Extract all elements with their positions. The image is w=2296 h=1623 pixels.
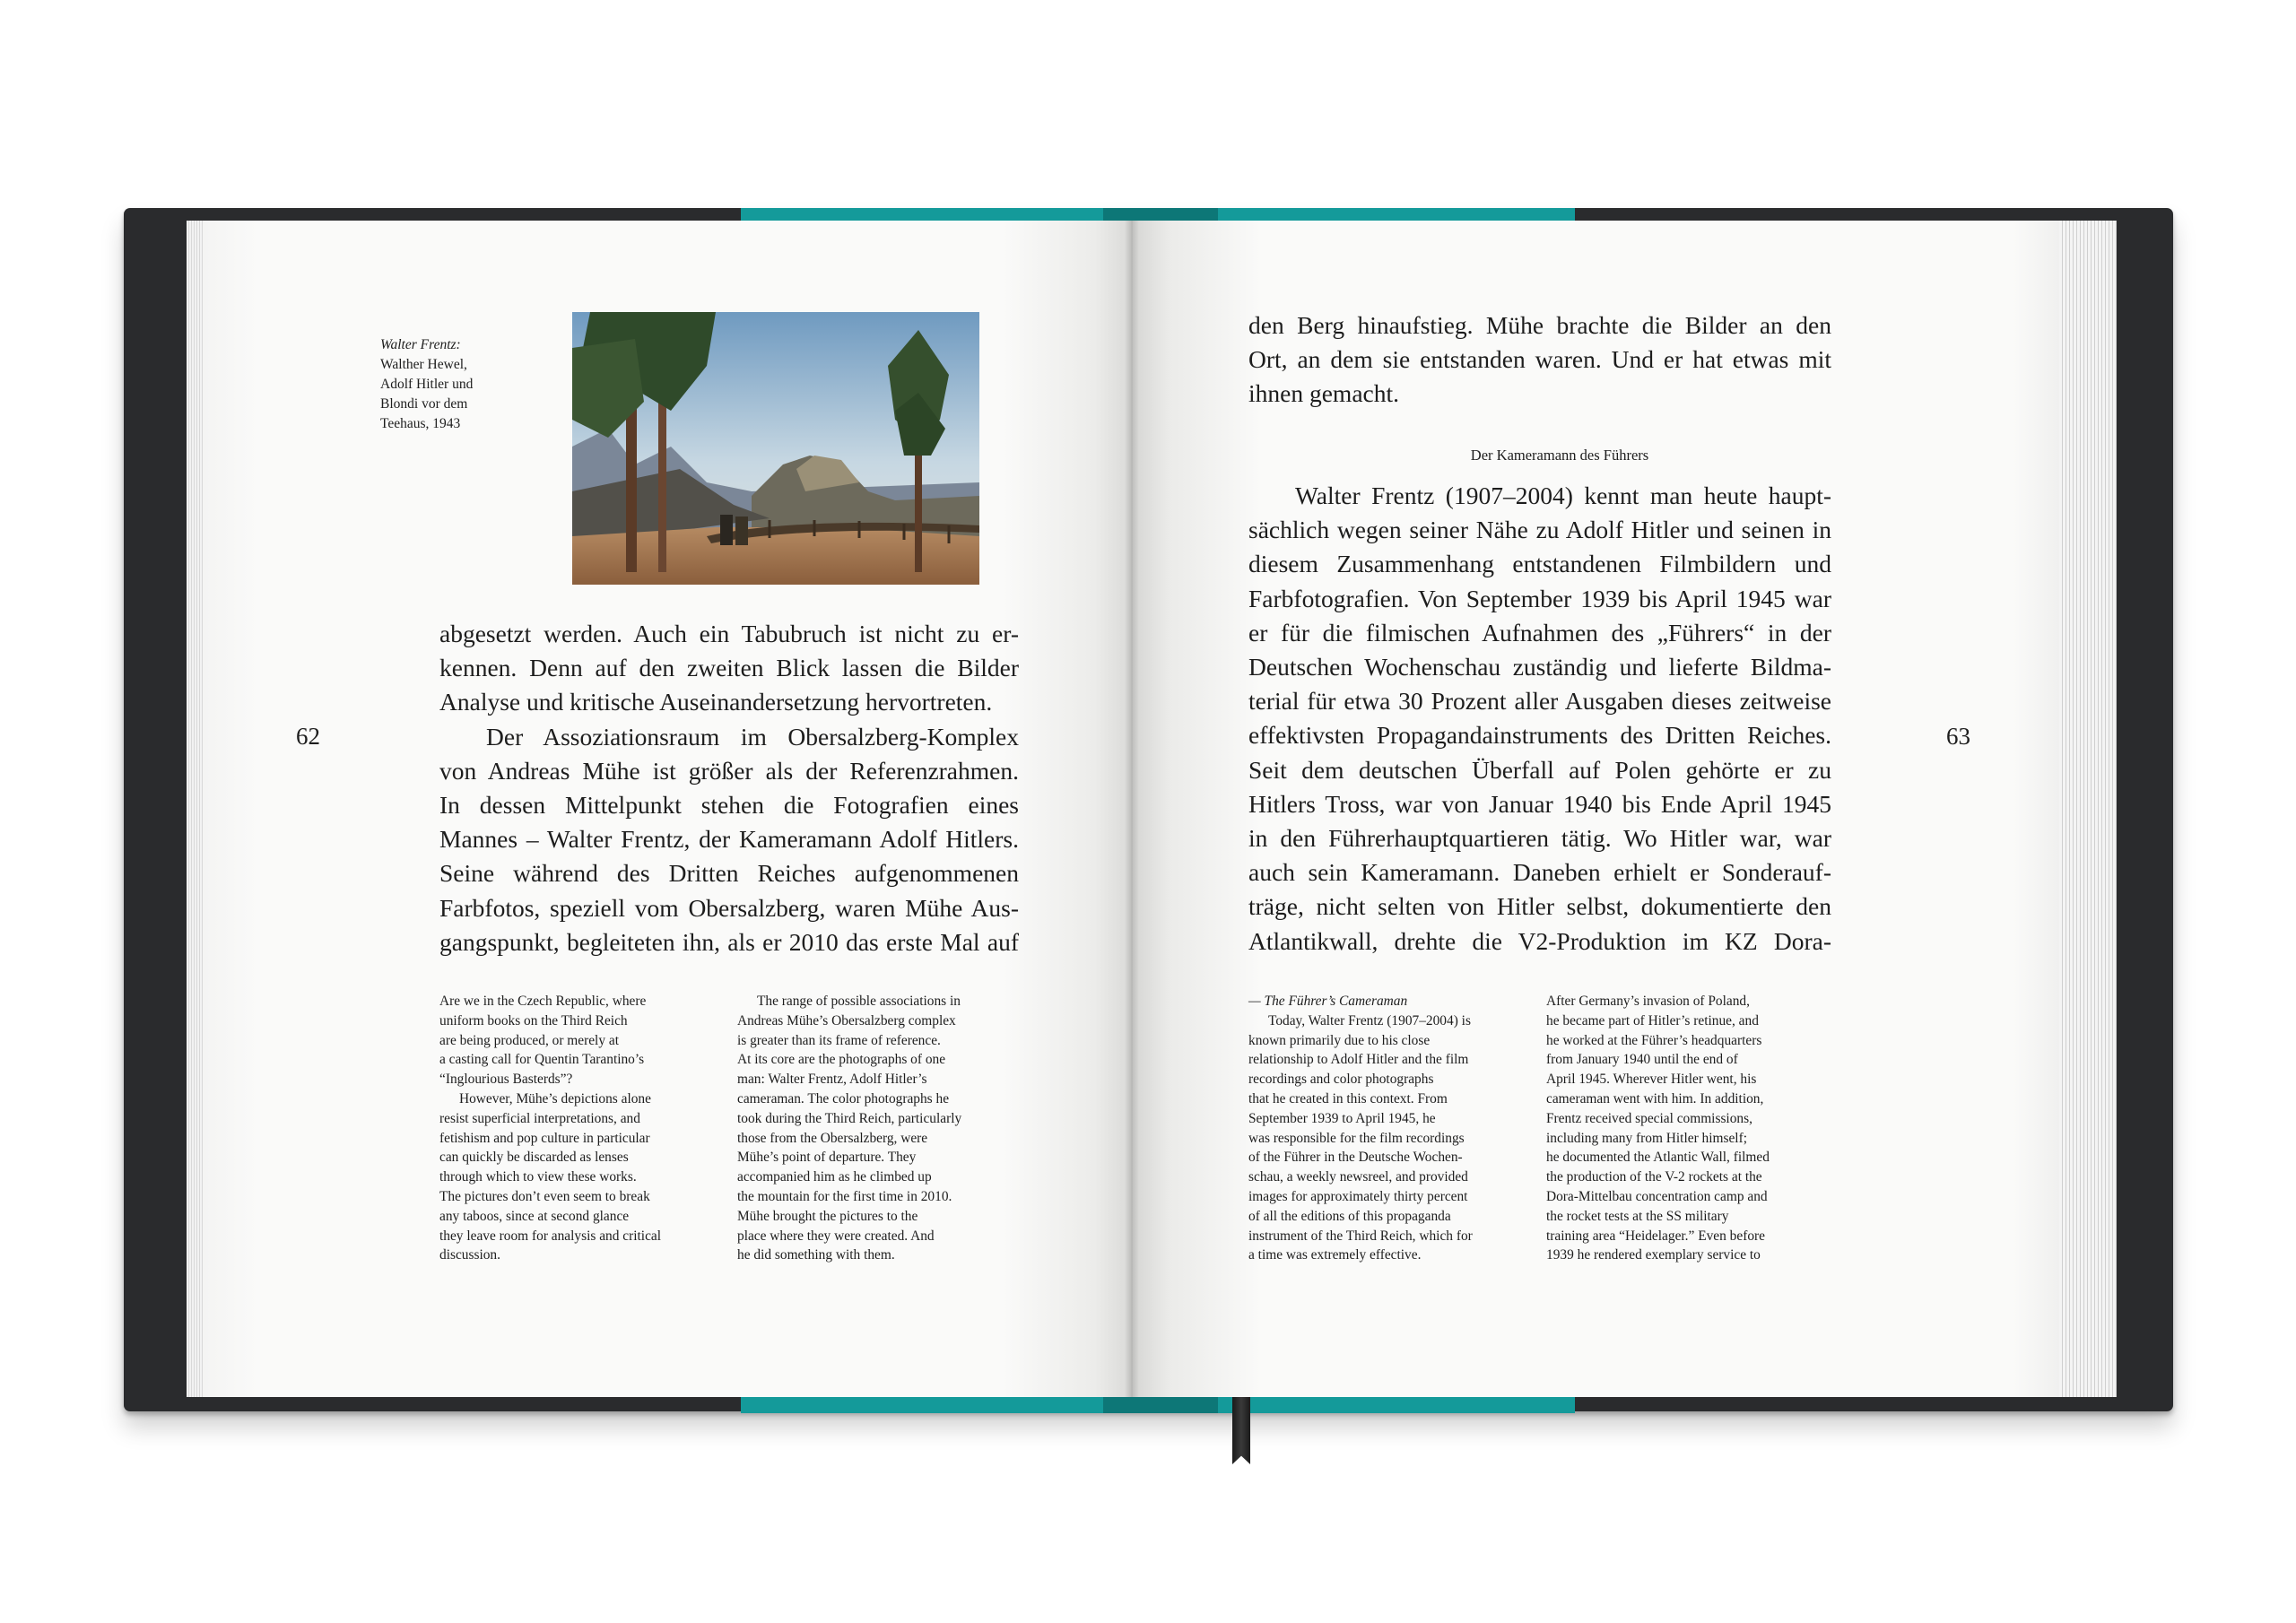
text-line: Deutschen Wochenschau zuständig und lieferte Bildma- — [1248, 653, 1831, 681]
page-number-left: 62 — [296, 723, 320, 750]
text-line: through which to view these works. — [439, 1169, 637, 1185]
english-col-2-right — [1546, 992, 1831, 1265]
text-line: Are we in the Czech Republic, where — [439, 994, 647, 1009]
text-line: he did something with them. — [737, 1247, 895, 1263]
text-line: those from the Obersalzberg, were — [737, 1130, 928, 1146]
text-line: However, Mühe’s depictions alone — [459, 1090, 651, 1107]
text-line: “Inglourious Basterds”? — [439, 1072, 573, 1088]
text-line: von Andreas Mühe ist größer als der Referenzrahmen. — [439, 756, 1019, 785]
book-gutter — [1125, 221, 1139, 1397]
text-line: they leave room for analysis and critical — [439, 1228, 662, 1244]
caption-line: Walther Hewel, — [380, 357, 467, 372]
text-line: cameraman went with him. In addition, — [1546, 1090, 1764, 1107]
text-line: cameraman. The color photographs he — [737, 1090, 950, 1107]
german-body-right — [1248, 479, 1831, 959]
section-subheading: Der Kameramann des Führers — [1470, 447, 1649, 464]
text-line: terial für etwa 30 Prozent aller Ausgaben dieses zeitweise — [1248, 687, 1831, 716]
text-line: uniform books on the Third Reich — [439, 1012, 628, 1028]
text-line: At its core are the photographs of one — [737, 1052, 946, 1068]
text-line: abgesetzt werden. Auch ein Tabubruch ist nicht zu er- — [439, 620, 1019, 647]
text-line: Atlantikwall, drehte die V2-Produktion im KZ Dora- — [1248, 926, 1831, 955]
caption-credit: Walter Frentz: — [380, 337, 461, 352]
text-line: Hitlers Tross, war von Januar 1940 bis Ende April 1945 — [1248, 789, 1831, 818]
caption-line: Teehaus, 1943 — [380, 416, 461, 431]
text-line: auch sein Kameramann. Daneben erhielt er Sonderauf- — [1248, 858, 1831, 887]
english-col-1-right — [1248, 992, 1532, 1265]
text-line: kennen. Denn auf den zweiten Blick lassen die Bilder — [439, 654, 1019, 682]
text-line: den Berg hinaufstieg. Mühe brachte die Bilder an den — [1248, 311, 1831, 339]
text-line: träge, nicht selten von Hitler selbst, dokumentierte den — [1248, 892, 1831, 921]
text-line: September 1939 to April 1945, he — [1248, 1110, 1436, 1126]
page-number-right: 63 — [1946, 723, 1970, 750]
text-line: the mountain for the first time in 2010. — [737, 1188, 952, 1204]
text-line: relationship to Adolf Hitler and the film — [1248, 1052, 1469, 1068]
english-col-1-left — [439, 992, 723, 1265]
text-line: Farbfotografien. Von September 1939 bis April 1945 war — [1248, 584, 1831, 612]
text-line: he worked at the Führer’s headquarters — [1546, 1032, 1762, 1048]
text-line: effektivsten Propagandainstruments des Dritten Reiches. — [1248, 721, 1831, 750]
english-subheading: — The Führer’s Cameraman — [1248, 994, 1408, 1009]
text-line: a time was extremely effective. — [1248, 1247, 1422, 1263]
text-line: he documented the Atlantic Wall, filmed — [1546, 1150, 1770, 1166]
text-line: fetishism and pop culture in particular — [439, 1130, 650, 1146]
text-line: diesem Zusammenhang entstandenen Filmbildern und — [1248, 550, 1831, 578]
text-line: Farbfotos, speziell vom Obersalzberg, waren Mühe Aus- — [439, 893, 1019, 922]
text-line: training area “Heidelager.” Even before — [1546, 1228, 1765, 1244]
text-line: Today, Walter Frentz (1907–2004) is — [1268, 1012, 1471, 1028]
text-line: discussion. — [439, 1247, 500, 1263]
text-line: Ort, an dem sie entstanden waren. Und er hat etwas mit — [1248, 345, 1831, 374]
text-line: in den Führerhauptquartieren tätig. Wo Hitler war, war — [1248, 824, 1831, 853]
text-line: are being produced, or merely at — [439, 1032, 619, 1048]
text-line: known primarily due to his close — [1248, 1032, 1431, 1048]
text-line: is greater than its frame of reference. — [737, 1032, 941, 1048]
photo-caption — [380, 335, 497, 434]
german-body-right-top — [1248, 308, 1831, 412]
text-line: the production of the V-2 rockets at the — [1546, 1169, 1762, 1185]
text-line: er für die filmischen Aufnahmen des „Führers“ in der — [1248, 618, 1831, 647]
text-line: a casting call for Quentin Tarantino’s — [439, 1052, 645, 1068]
text-line: schau, a weekly newsreel, and provided — [1248, 1169, 1468, 1185]
text-line: The range of possible associations in — [757, 994, 961, 1009]
text-line: Analyse und kritische Auseinandersetzung hervortreten. — [439, 688, 993, 716]
text-line: Dora-Mittelbau concentration camp and — [1546, 1188, 1768, 1204]
text-line: gangspunkt, begleiteten ihn, als er 2010 das erste Mal auf — [439, 927, 1019, 956]
text-line: Andreas Mühe’s Obersalzberg complex — [737, 1012, 956, 1028]
text-line: recordings and color photographs — [1248, 1072, 1434, 1088]
text-line: man: Walter Frentz, Adolf Hitler’s — [737, 1072, 927, 1088]
text-line: he became part of Hitler’s retinue, and — [1546, 1012, 1759, 1028]
text-line: Der Assoziationsraum im Obersalzberg-Komplex — [486, 722, 1019, 751]
text-line: Seine während des Dritten Reiches aufgenommenen — [439, 859, 1019, 888]
german-body-left — [439, 617, 1019, 959]
bookmark-ribbon — [1232, 1394, 1250, 1464]
text-line: of all the editions of this propaganda — [1248, 1208, 1451, 1224]
text-line: resist superficial interpretations, and — [439, 1110, 640, 1126]
text-line: Walter Frentz (1907–2004) kennt man heute haupt- — [1295, 482, 1831, 509]
text-line: April 1945. Wherever Hitler went, his — [1546, 1072, 1757, 1088]
text-line: instrument of the Third Reich, which for — [1248, 1228, 1473, 1244]
text-line: images for approximately thirty percent — [1248, 1188, 1468, 1204]
text-line: Mühe brought the pictures to the — [737, 1208, 918, 1224]
text-line: Mühe’s point of departure. They — [737, 1150, 917, 1166]
text-line: 1939 he rendered exemplary service to — [1546, 1247, 1761, 1263]
text-line: Frentz received special commissions, — [1546, 1110, 1752, 1126]
text-line: sächlich wegen seiner Nähe zu Adolf Hitler und seinen in — [1248, 516, 1831, 544]
text-line: any taboos, since at second glance — [439, 1208, 630, 1224]
caption-line: Blondi vor dem — [380, 396, 468, 412]
text-line: Mannes – Walter Frentz, der Kameramann Adolf Hitlers. — [439, 825, 1019, 854]
text-line: accompanied him as he climbed up — [737, 1169, 932, 1185]
text-line: Seit dem deutschen Überfall auf Polen gehörte er zu — [1248, 755, 1831, 784]
text-line: including many from Hitler himself; — [1546, 1130, 1747, 1146]
text-line: that he created in this context. From — [1248, 1090, 1448, 1107]
text-line: was responsible for the film recordings — [1248, 1130, 1465, 1146]
text-line: of the Führer in the Deutsche Wochen- — [1248, 1150, 1463, 1166]
text-line: ihnen gemacht. — [1248, 379, 1399, 408]
caption-line: Adolf Hitler und — [380, 377, 474, 392]
text-line: After Germany’s invasion of Poland, — [1546, 994, 1750, 1009]
text-line: the rocket tests at the SS military — [1546, 1208, 1729, 1224]
text-line: from January 1940 until the end of — [1546, 1052, 1738, 1068]
landscape-photo — [572, 312, 979, 585]
page-edges-right — [2056, 221, 2117, 1397]
text-line: took during the Third Reich, particularly — [737, 1110, 962, 1126]
text-line: In dessen Mittelpunkt stehen die Fotografien eines — [439, 791, 1019, 820]
text-line: place where they were created. And — [737, 1228, 935, 1244]
text-line: can quickly be discarded as lenses — [439, 1150, 629, 1166]
text-line: The pictures don’t even seem to break — [439, 1188, 650, 1204]
english-col-2-left — [737, 992, 1021, 1265]
